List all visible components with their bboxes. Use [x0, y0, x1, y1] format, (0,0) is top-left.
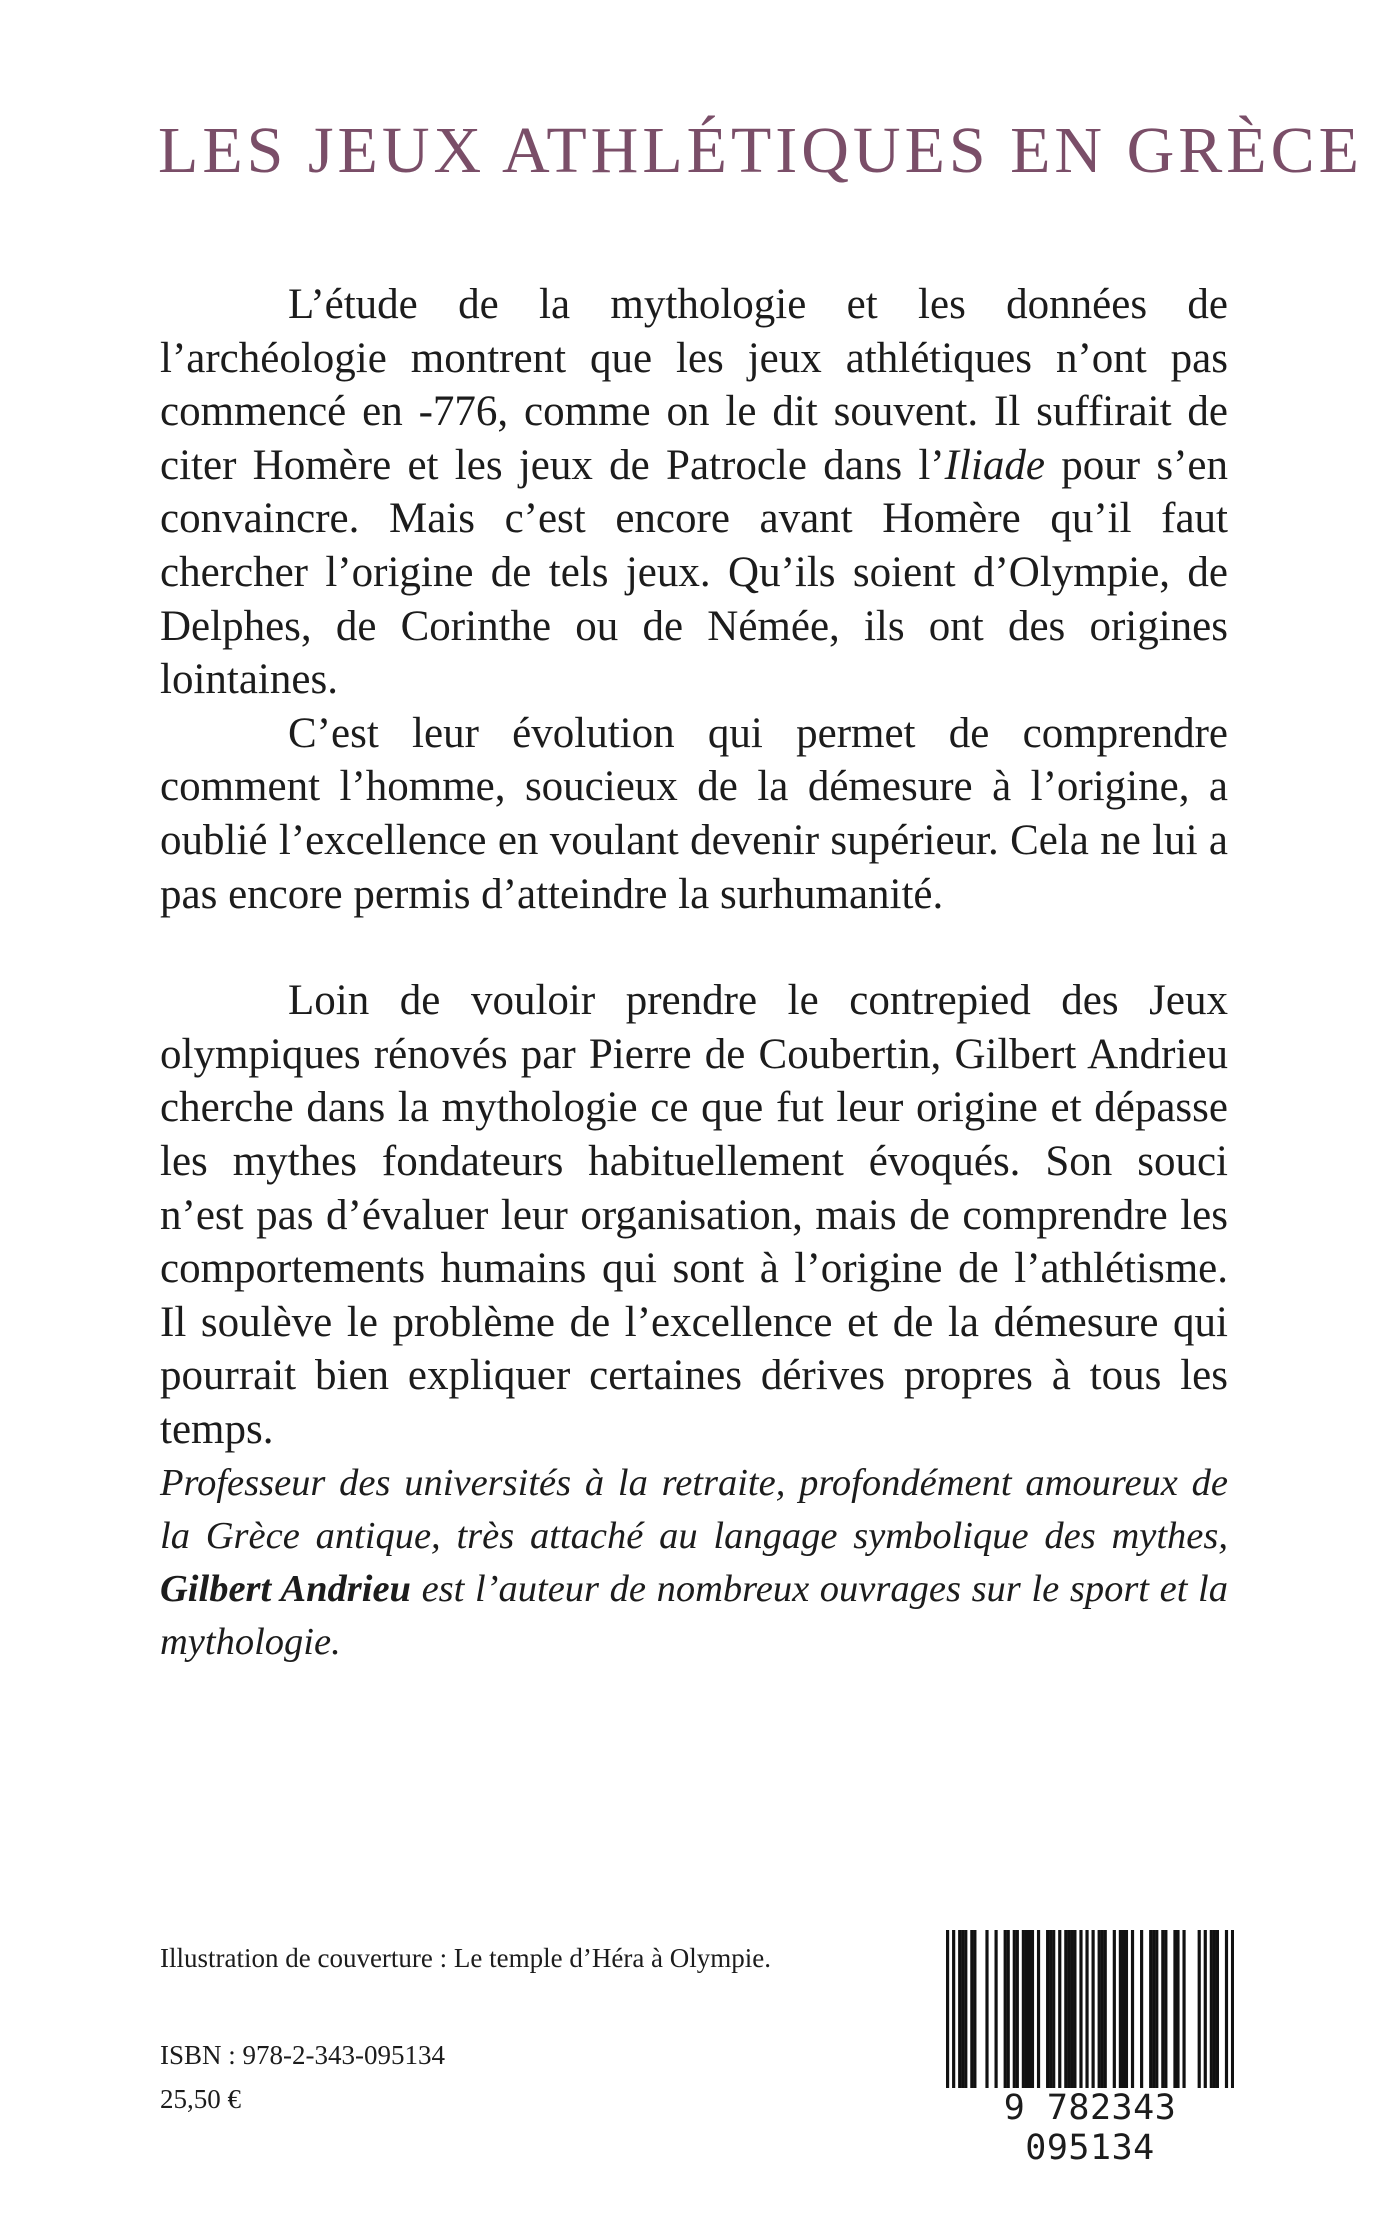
blurb-paragraph-1-text-a: L’étude de la mythologie et les données de l’archéologie montrent que les jeux athlétiques n’ont pas commencé en -776, comme on le dit souvent. Il suffirait de citer Homère et les jeux de Patrocle dans l’	[160, 281, 1228, 489]
barcode-bar	[1049, 1930, 1052, 2088]
barcode-bar	[1085, 1930, 1088, 2108]
barcode-bar	[964, 1930, 967, 2088]
barcode-bar	[1152, 1930, 1155, 2088]
author-name: Gilbert Andrieu	[160, 1568, 411, 1610]
author-bio-text-a: Professeur des universités à la retraite, profondément amoureux de la Grèce antique, très attaché au langage symbolique des mythes,	[160, 1462, 1228, 1557]
author-bio	[160, 1457, 1228, 1669]
barcode-bar	[970, 1930, 973, 2088]
barcode-bar	[1104, 1930, 1107, 2088]
barcode-bar	[1058, 1930, 1061, 2088]
illustration-credit: Illustration de couverture : Le temple d’Héra à Olympie.	[160, 1943, 772, 1973]
barcode-bar	[1073, 1930, 1076, 2088]
barcode-bar	[1007, 1930, 1010, 2088]
barcode-bar	[1046, 1930, 1049, 2088]
price-label: 25,50 €	[160, 2084, 241, 2114]
barcode-bar	[1164, 1930, 1167, 2088]
barcode-bar	[1182, 1930, 1185, 2088]
barcode-bar	[1225, 1930, 1228, 2108]
barcode-bar	[1216, 1930, 1219, 2088]
barcode-bar	[1052, 1930, 1055, 2088]
barcode-bar	[1173, 1930, 1176, 2088]
barcode-bar	[1149, 1930, 1152, 2088]
barcode-bar	[995, 1930, 998, 2088]
author-bio-text-b: est l’auteur de nombreux ouvrages sur le sport et la mythologie.	[160, 1568, 1228, 1663]
barcode-bar	[985, 1930, 988, 2088]
barcode-bar	[1140, 1930, 1143, 2088]
barcode-bar	[1016, 1930, 1019, 2088]
barcode-bar	[1092, 1930, 1095, 2108]
barcode-bar	[1161, 1930, 1164, 2088]
blurb-paragraph-3: Loin de vouloir prendre le contrepied des Jeux olympiques rénovés par Pierre de Coubertin, Gilbert Andrieu cherche dans la mythologie ce que fut leur origine et dépasse les mythes fondateurs habituellement évoqués. Son souci n’est pas d’évaluer leur organisation, mais de comprendre les comportements humains qui sont à l’origine de l’athlétisme. Il soulève le problème de l’excellence et de la démesure qui pourrait bien expliquer certaines dérives propres à tous les temps.	[160, 977, 1228, 1453]
barcode-digits: 9 782343 095134	[946, 2088, 1234, 2168]
barcode-bar	[1131, 1930, 1134, 2088]
barcode-bar	[1028, 1930, 1031, 2088]
barcode-bar	[1031, 1930, 1034, 2088]
barcode-bar	[1013, 1930, 1016, 2088]
barcode-bar	[1204, 1930, 1207, 2088]
barcode-bar	[961, 1930, 964, 2088]
barcode-bar	[1155, 1930, 1158, 2088]
barcode-bar	[1022, 1930, 1025, 2088]
barcode-bar	[1004, 1930, 1007, 2088]
blurb-paragraph-1-text-b: pour s’en convaincre. Mais c’est encore avant Homère qu’il faut chercher l’origine de tels jeux. Qu’ils soient d’Olympie, de Delphes, de Corinthe ou de Némée, ils ont des origines lointaines.	[160, 441, 1228, 704]
barcode-bar	[1198, 1930, 1201, 2088]
barcode-bar	[1122, 1930, 1125, 2088]
barcode-bar	[1113, 1930, 1116, 2088]
barcode-bar	[958, 1930, 961, 2088]
barcode-bar	[1067, 1930, 1070, 2088]
barcode-bar	[1101, 1930, 1104, 2088]
barcode-bar	[1176, 1930, 1179, 2088]
barcode-bar	[1037, 1930, 1040, 2088]
blurb-paragraph-1	[160, 278, 1228, 707]
barcode-bar	[1079, 1930, 1082, 2088]
barcode-bar	[1231, 1930, 1234, 2108]
book-title: LES JEUX ATHLÉTIQUES EN GRÈCE	[158, 114, 1363, 187]
barcode-bar	[1064, 1930, 1067, 2088]
barcode-bar	[1210, 1930, 1213, 2088]
barcode-bar	[1025, 1930, 1028, 2088]
barcode-bar	[1070, 1930, 1073, 2088]
barcode-bar	[1098, 1930, 1101, 2088]
barcode-bar	[952, 1930, 955, 2108]
barcode-bar	[946, 1930, 949, 2108]
barcode-bar	[973, 1930, 976, 2088]
blurb	[160, 278, 1228, 1456]
iliade-title: Iliade	[944, 441, 1045, 489]
blurb-paragraph-2: C’est leur évolution qui permet de comprendre comment l’homme, soucieux de la démesure à l’origine, a oublié l’excellence en voulant devenir supérieur. Cela ne lui a pas encore permis d’atteindre la surhumanité.	[160, 709, 1228, 918]
barcode-bar	[1125, 1930, 1128, 2088]
barcode-bar	[1119, 1930, 1122, 2088]
isbn-label: ISBN : 978-2-343-095134	[160, 2040, 445, 2070]
barcode-bar	[1213, 1930, 1216, 2088]
